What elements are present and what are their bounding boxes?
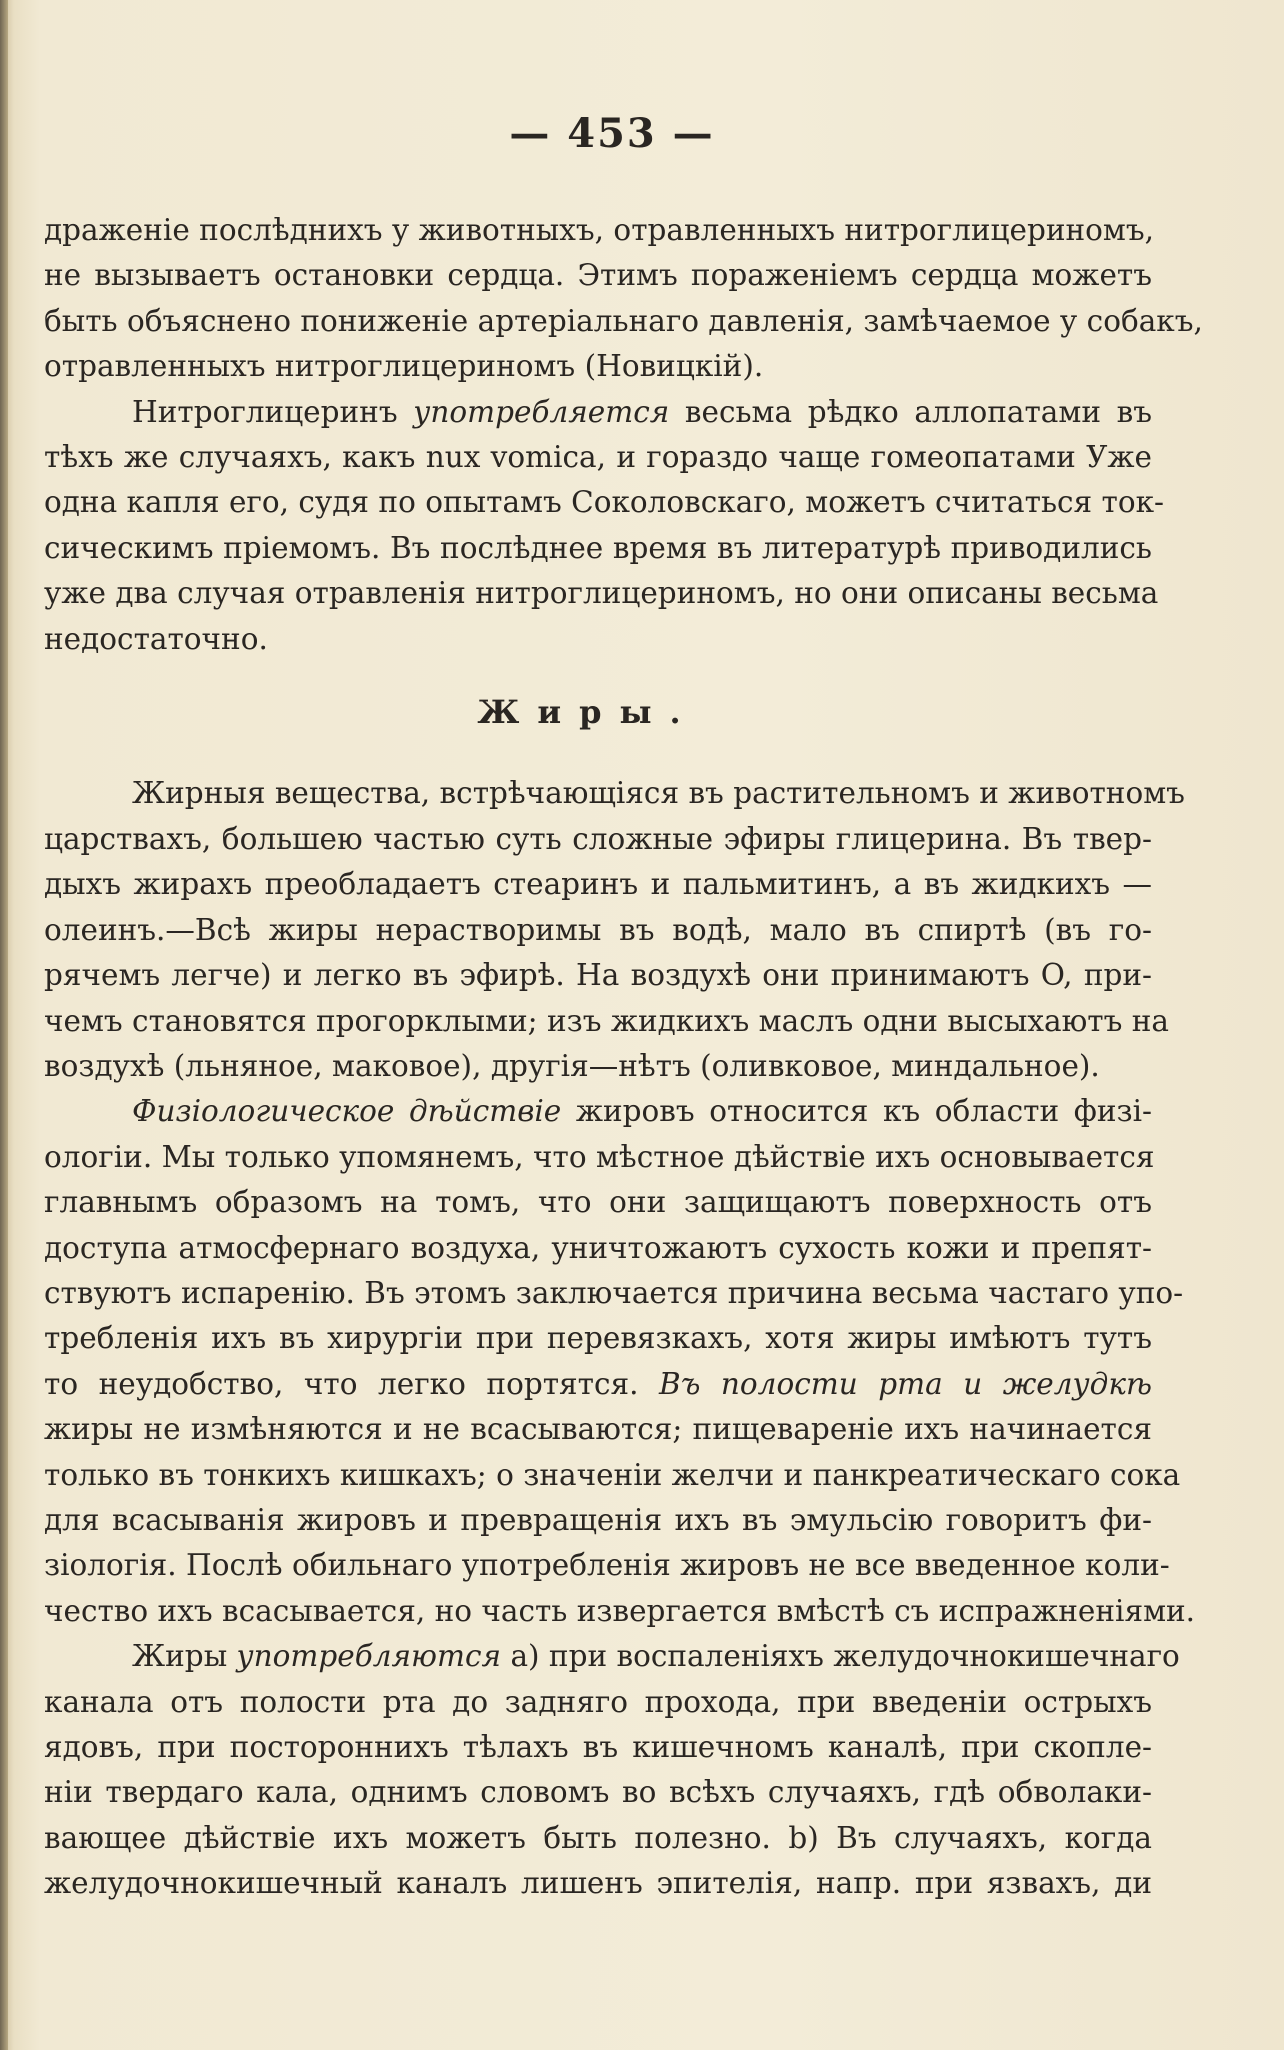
text-line: доступа атмосфернаго воздуха, уничтожаютъ сухость кожи и препят-: [44, 1230, 1152, 1265]
text-line: [44, 1634, 1180, 1679]
text-line: требленія ихъ въ хирургіи при перевязкахъ, хотя жиры имѣютъ тутъ: [44, 1321, 1152, 1356]
text-line: рячемъ легче) и легко въ эфирѣ. На воздухѣ они принимаютъ O, при-: [44, 958, 1152, 993]
text-line: [44, 1362, 1152, 1407]
text-line: ствуютъ испаренію. Въ этомъ заключается причина весьма частаго упо-: [44, 1275, 1184, 1310]
paragraph-5: [44, 1634, 1180, 1906]
text-line: главнымъ образомъ на томъ, что они защищаютъ поверхность отъ: [44, 1185, 1152, 1220]
text-line: Жирныя вещества, встрѣчающіяся въ растительномъ и животномъ: [132, 776, 1185, 811]
text-line: желудочнокишечный каналъ лишенъ эпителія, напр. при язвахъ, ди: [44, 1866, 1152, 1901]
text-line: ніи твердаго кала, однимъ словомъ во всѣхъ случаяхъ, гдѣ обволаки-: [44, 1775, 1152, 1810]
text-line: ядовъ, при постороннихъ тѣлахъ въ кишечномъ каналѣ, при скопле-: [44, 1730, 1152, 1764]
page-number: — 453 —: [509, 110, 715, 157]
paragraph-2: [44, 390, 1165, 662]
text-line: не вызываетъ остановки сердца. Этимъ пораженіемъ сердца можетъ: [44, 258, 1152, 293]
text-line: канала отъ полости рта до задняго прохода, при введеніи острыхъ: [44, 1684, 1152, 1719]
text-run: жировъ относится къ области физі-: [561, 1094, 1152, 1129]
text-line: быть объяснено пониженіе артеріальнаго давленія, замѣчаемое у собакъ,: [44, 303, 1203, 338]
text-line: жиры не измѣняются и не всасываются; пищевареніе ихъ начинается: [44, 1412, 1152, 1447]
text-line: царствахъ, большею частью суть сложные эфиры глицерина. Въ твер-: [44, 821, 1152, 856]
text-line: уже два случая отравленія нитроглицериномъ, но они описаны весьма: [44, 576, 1159, 611]
text-line: [44, 1089, 1152, 1134]
text-line: чемъ становятся прогорклыми; изъ жидкихъ маслъ одни высыхаютъ на: [44, 1003, 1169, 1038]
body-text: [44, 208, 1203, 1907]
emphasis-text: Въ полости рта и желудкѣ: [659, 1366, 1152, 1401]
binding-edge: [0, 0, 8, 2050]
emphasis-text: Физіологическое дѣйствіе: [132, 1094, 562, 1129]
text-line: для всасыванія жировъ и превращенія ихъ въ эмульсію говоритъ фи-: [44, 1502, 1152, 1537]
section-heading: Жиры.: [477, 693, 699, 732]
text-run: a) при воспаленіяхъ желудочнокишечнаго: [501, 1639, 1180, 1674]
text-line: отравленныхъ нитроглицериномъ (Новицкій).: [44, 349, 764, 384]
text-run: то неудобство, что легко портятся.: [44, 1366, 660, 1401]
text-run: Жиры: [132, 1639, 237, 1674]
text-line: чество ихъ всасывается, но часть извергается вмѣстѣ съ испражненіями.: [44, 1593, 1196, 1628]
paragraph-4: [44, 1089, 1196, 1634]
text-run: Нитроглицеринъ: [132, 394, 414, 429]
text-line: тѣхъ же случаяхъ, какъ nux vomica, и гораздо чаще гомеопатами Уже: [44, 440, 1152, 475]
text-line: зіологія. Послѣ обильнаго употребленія жировъ не все введенное коли-: [44, 1548, 1170, 1583]
text-line: вающее дѣйствіе ихъ можетъ быть полезно. b) Въ случаяхъ, когда: [44, 1820, 1152, 1855]
text-line: только въ тонкихъ кишкахъ; о значеніи желчи и панкреатическаго сока: [44, 1457, 1181, 1492]
text-line: драженіе послѣднихъ у животныхъ, отравленныхъ нитроглицериномъ,: [44, 213, 1155, 247]
text-line: дыхъ жирахъ преобладаетъ стеаринъ и пальмитинъ, а въ жидкихъ —: [44, 867, 1152, 902]
text-line: олеинъ.—Всѣ жиры нерастворимы въ водѣ, мало въ спиртѣ (въ го-: [44, 912, 1152, 947]
text-line: воздухѣ (льняное, маковое), другія—нѣтъ (оливковое, миндальное).: [44, 1048, 1100, 1083]
text-line: сическимъ пріемомъ. Въ послѣднее время въ литературѣ приводились: [44, 530, 1152, 565]
text-line: [44, 390, 1152, 435]
text-line: недостаточно.: [44, 621, 268, 656]
paragraph-3: [44, 771, 1185, 1089]
text-line: одна капля его, судя по опытамъ Соколовскаго, можетъ считаться ток-: [44, 485, 1165, 520]
emphasis-text: употребляется: [413, 394, 670, 429]
emphasis-text: употребляются: [236, 1639, 502, 1674]
paragraph-1: [44, 208, 1203, 390]
text-run: весьма рѣдко аллопатами въ: [669, 394, 1152, 429]
text-line: ологіи. Мы только упомянемъ, что мѣстное дѣйствіе ихъ основывается: [44, 1139, 1155, 1174]
